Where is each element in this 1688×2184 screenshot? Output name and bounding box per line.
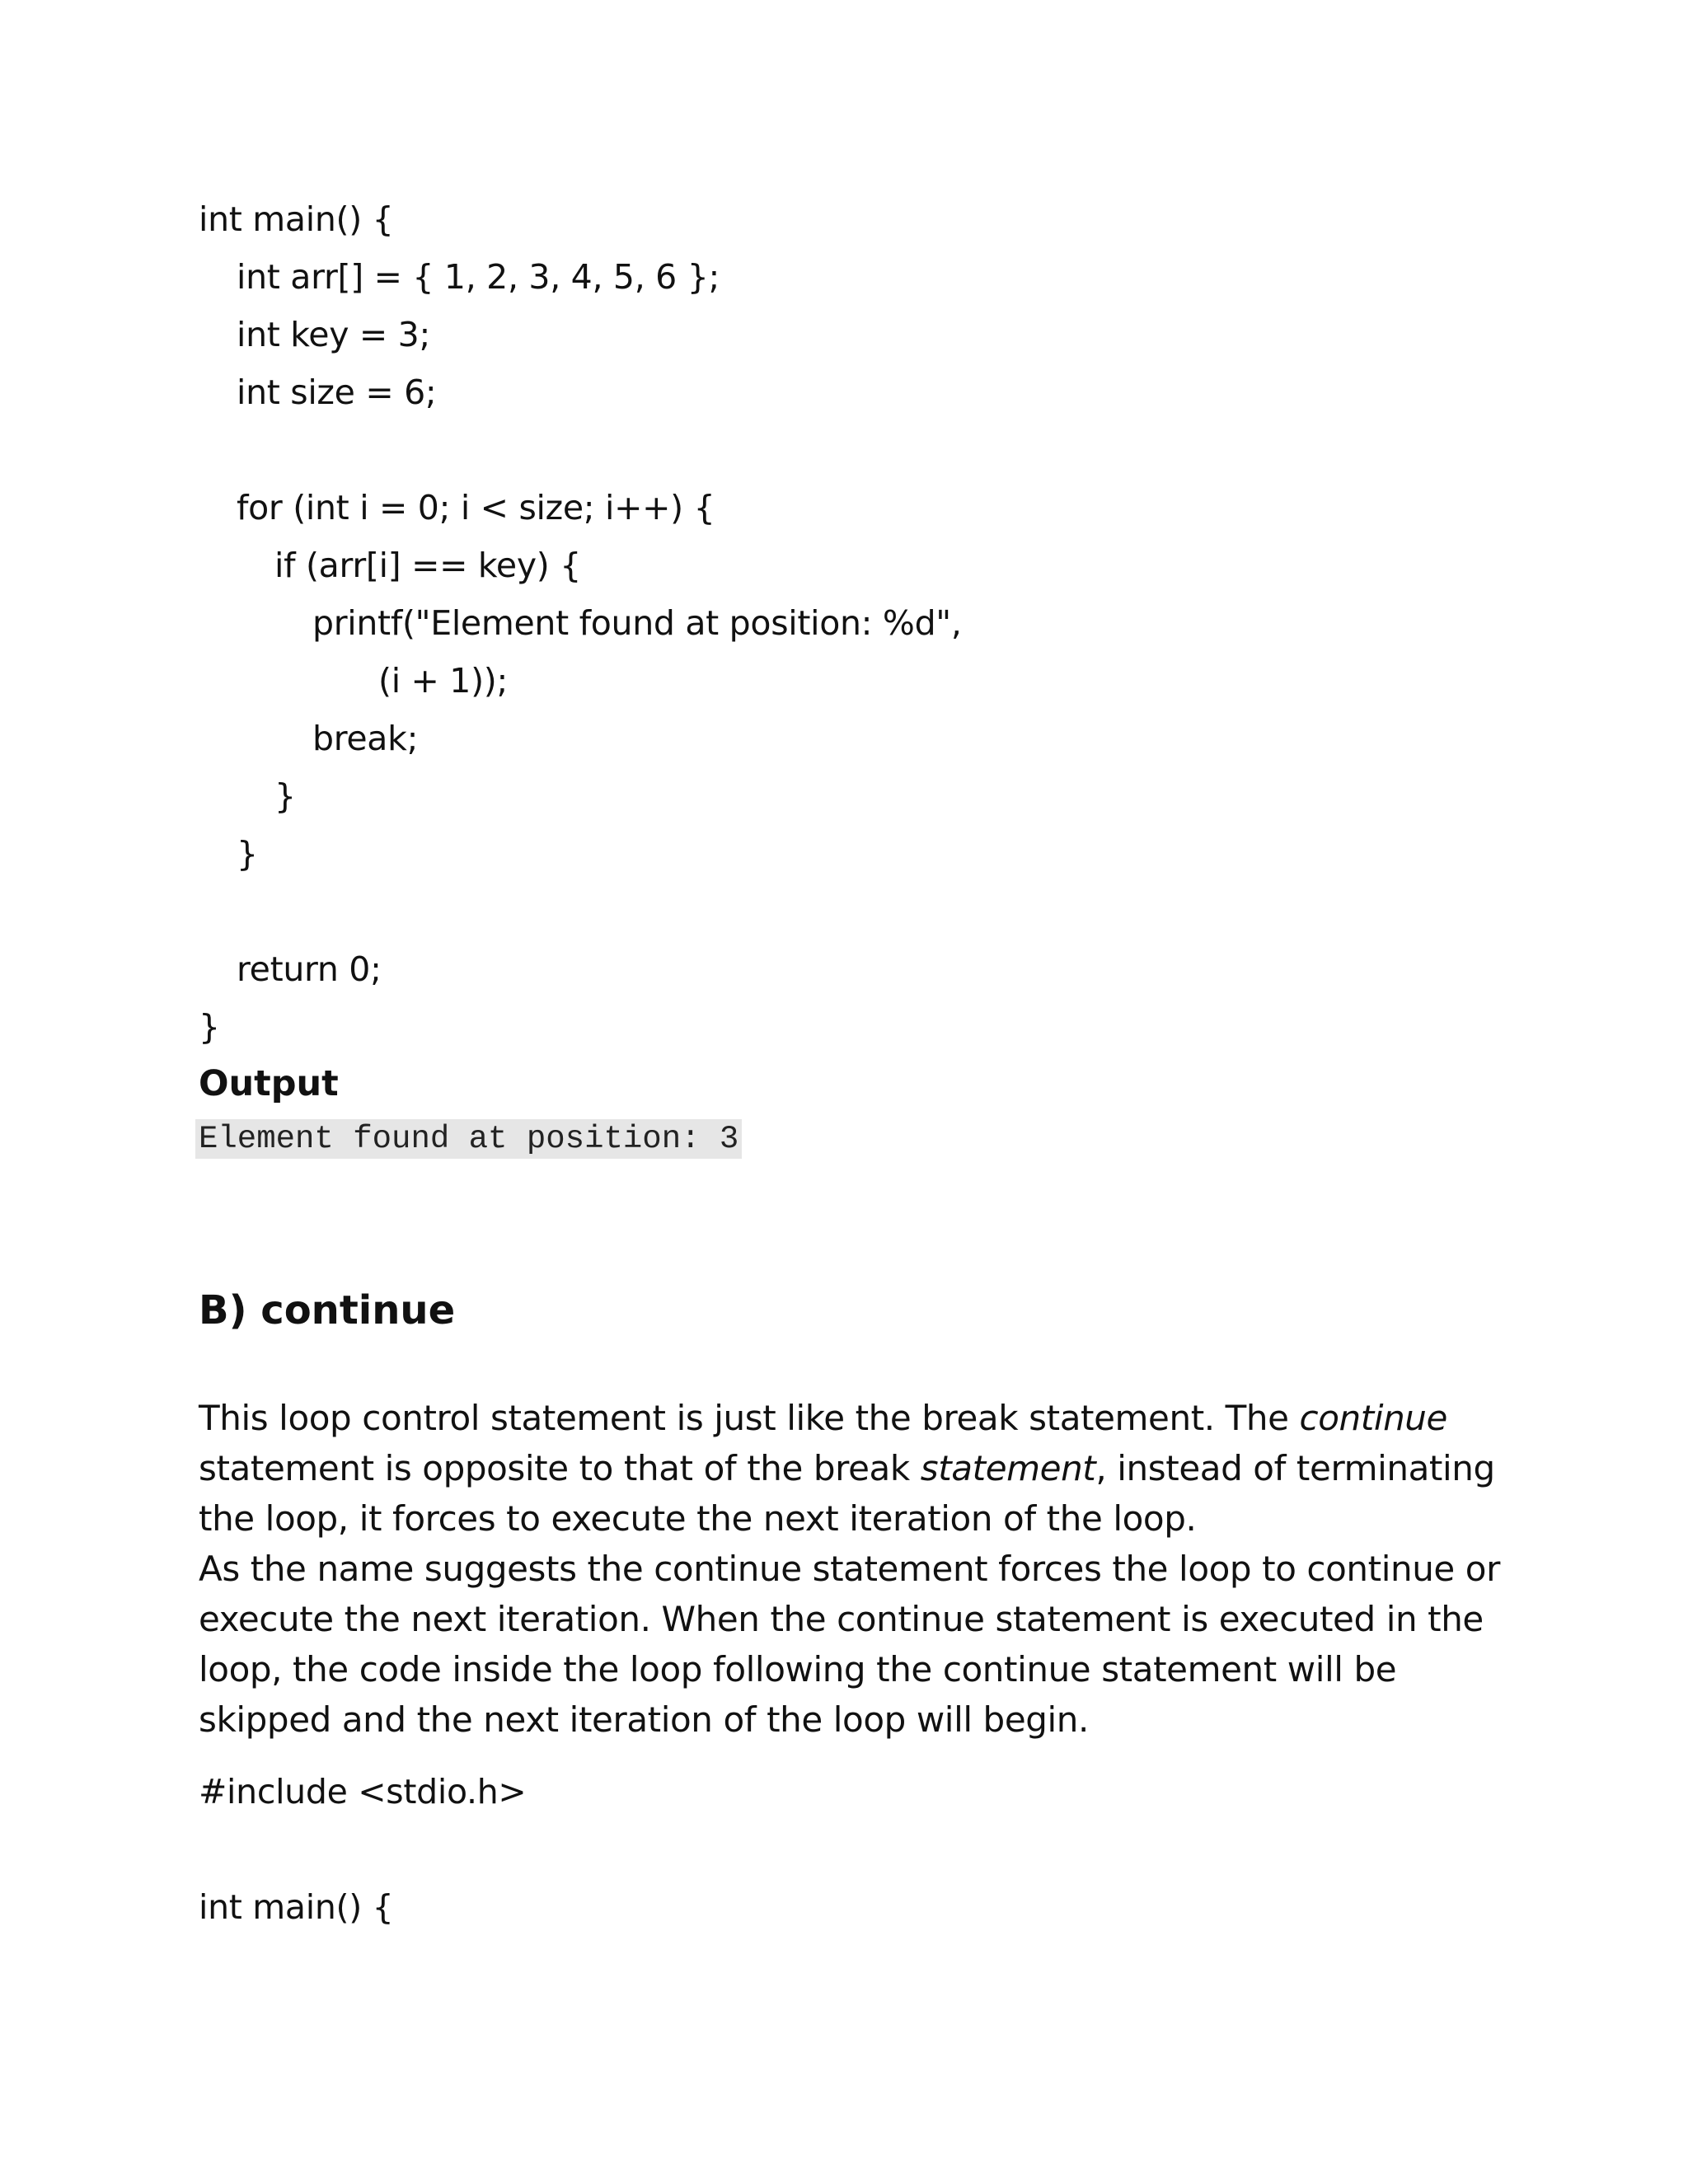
- code-line: int main() {: [199, 199, 394, 239]
- code-line: (i + 1));: [378, 661, 508, 701]
- text-run: , instead of terminating: [1095, 1448, 1495, 1488]
- code-line: }: [237, 834, 258, 874]
- code-line: break;: [312, 719, 419, 758]
- code-line: printf("Element found at position: %d",: [312, 603, 962, 643]
- text-run-italic: continue: [1299, 1398, 1447, 1438]
- paragraph-line: skipped and the next iteration of the loop will begin.: [199, 1699, 1089, 1740]
- text-run: statement is opposite to that of the break: [199, 1448, 921, 1488]
- section-heading: B) continue: [199, 1287, 456, 1333]
- paragraph-line: execute the next iteration. When the continue statement is executed in the: [199, 1599, 1484, 1639]
- code-line: for (int i = 0; i < size; i++) {: [237, 488, 715, 527]
- code-line: int arr[] = { 1, 2, 3, 4, 5, 6 };: [237, 257, 720, 297]
- text-run-italic: statement: [920, 1448, 1096, 1488]
- code-line: if (arr[i] == key) {: [274, 546, 582, 585]
- paragraph-line: As the name suggests the continue statement forces the loop to continue or: [199, 1549, 1500, 1589]
- code-line: }: [274, 776, 296, 816]
- output-heading: Output: [199, 1063, 339, 1104]
- code-line: #include <stdio.h>: [199, 1772, 527, 1811]
- code-line: int main() {: [199, 1887, 394, 1927]
- code-line: int key = 3;: [237, 315, 430, 354]
- code-line: int size = 6;: [237, 373, 437, 412]
- paragraph-line: [199, 1393, 1484, 1443]
- paragraph-line: the loop, it forces to execute the next iteration of the loop.: [199, 1498, 1197, 1539]
- paragraph-line: [199, 1443, 1495, 1493]
- code-line: }: [199, 1007, 220, 1047]
- output-text: Element found at position: 3: [195, 1119, 742, 1159]
- text-run: This loop control statement is just like the break statement. The: [199, 1398, 1300, 1438]
- paragraph-line: loop, the code inside the loop following the continue statement will be: [199, 1649, 1397, 1690]
- code-line: return 0;: [237, 949, 382, 989]
